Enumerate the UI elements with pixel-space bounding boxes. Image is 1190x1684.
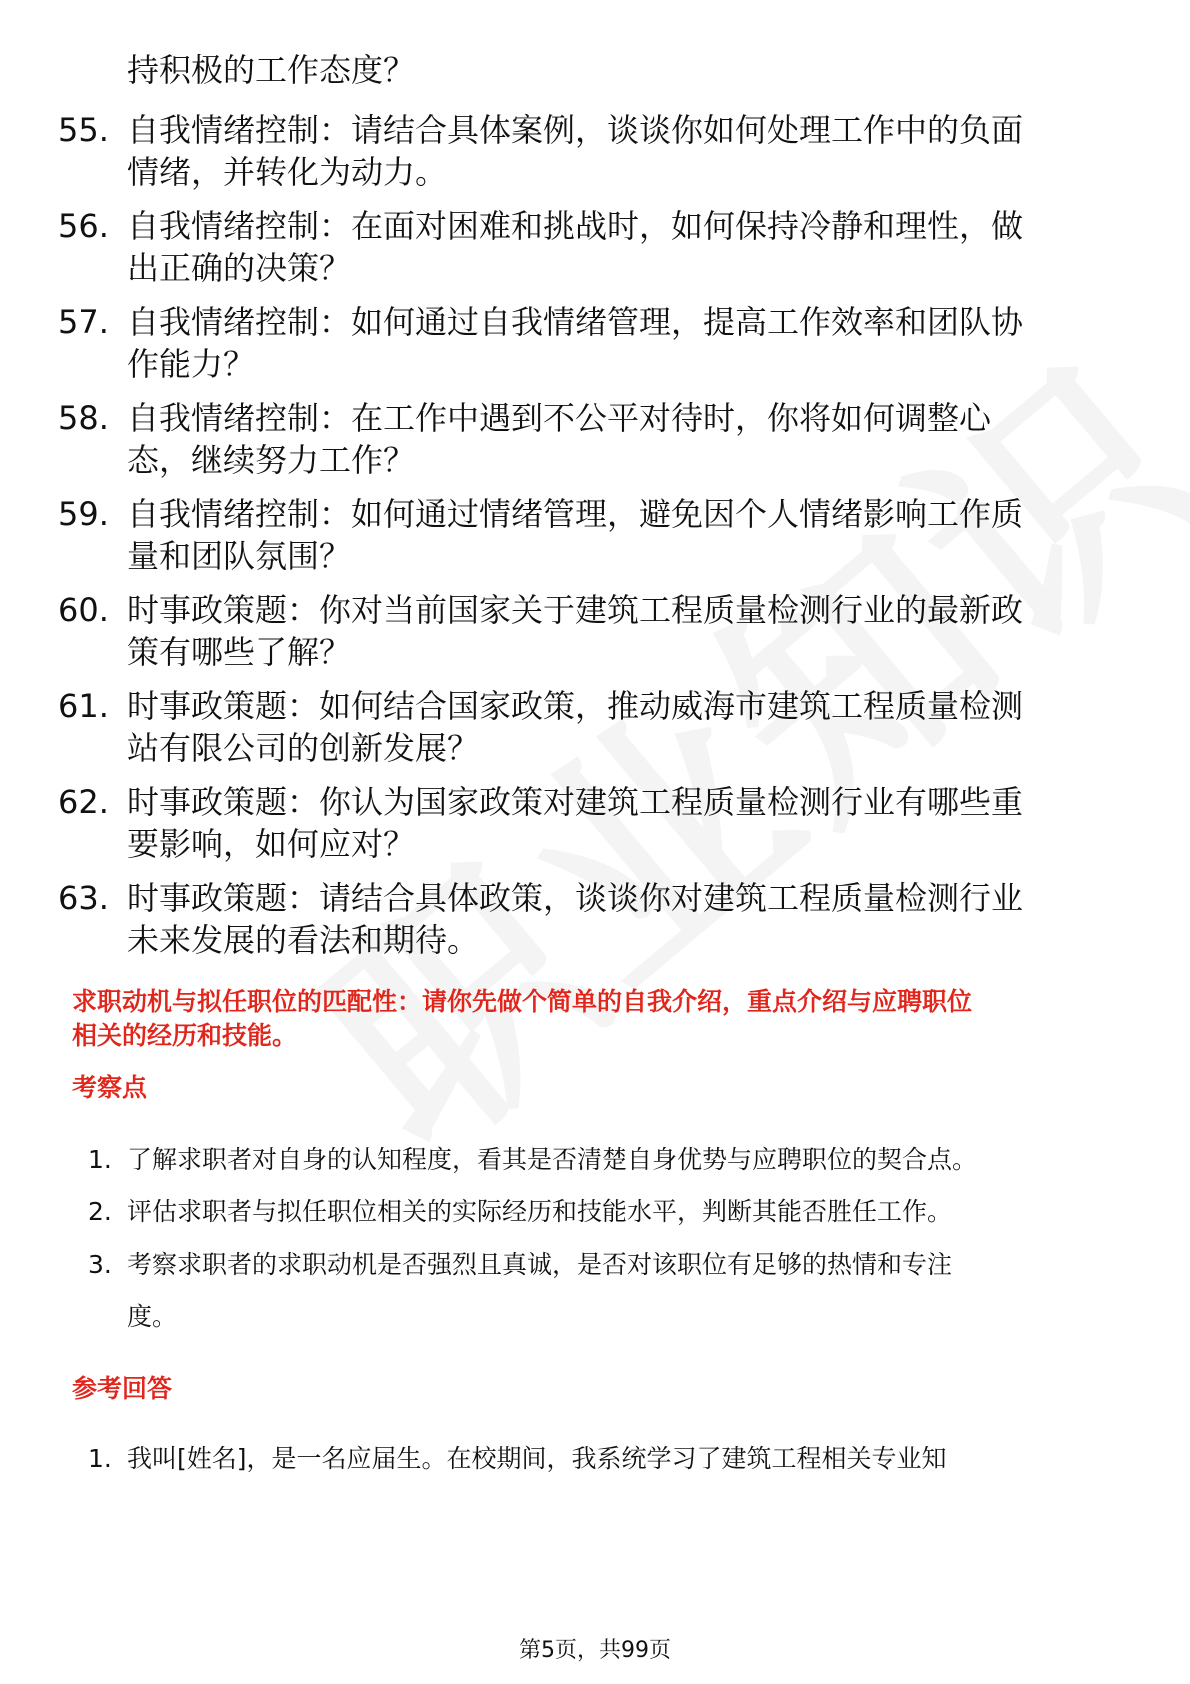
question-continuation: 持积极的工作态度？: [127, 51, 416, 89]
question-text-line: 时事政策题：如何结合国家政策，推动威海市建筑工程质量检测: [127, 687, 1024, 725]
question-number: 55.: [58, 111, 109, 149]
question-number: 63.: [58, 879, 109, 917]
question-item: [0, 108, 1190, 198]
question-number: 60.: [58, 591, 109, 629]
question-item: [0, 780, 1190, 870]
question-number: 59.: [58, 495, 109, 533]
question-text-line: 策有哪些了解？: [127, 633, 352, 671]
question-text-line: 时事政策题：你对当前国家关于建筑工程质量检测行业的最新政: [127, 591, 1024, 629]
question-number: 58.: [58, 399, 109, 437]
question-number: 62.: [58, 783, 109, 821]
question-text-line: 情绪，并转化为动力。: [127, 153, 448, 191]
question-number: 57.: [58, 303, 109, 341]
question-item: [0, 684, 1190, 774]
question-text-line: 自我情绪控制：在工作中遇到不公平对待时，你将如何调整心: [127, 399, 992, 437]
question-item: [0, 396, 1190, 486]
assessment-point-text: 了解求职者对自身的认知程度，看其是否清楚自身优势与应聘职位的契合点。: [127, 1145, 978, 1174]
assessment-point-number: 1.: [88, 1145, 112, 1174]
answer-text: 我叫[姓名]，是一名应届生。在校期间，我系统学习了建筑工程相关专业知: [127, 1444, 947, 1473]
question-number: 61.: [58, 687, 109, 725]
question-text-line: 自我情绪控制：请结合具体案例，谈谈你如何处理工作中的负面: [127, 111, 1024, 149]
featured-question-title: 求职动机与拟任职位的匹配性：请你先做个简单的自我介绍，重点介绍与应聘职位: [72, 987, 973, 1016]
assessment-points-heading: 考察点: [72, 1073, 148, 1102]
question-text-line: 未来发展的看法和期待。: [127, 921, 480, 959]
question-item: [0, 588, 1190, 678]
question-text-line: 出正确的决策？: [127, 249, 352, 287]
question-text-line: 作能力？: [127, 345, 256, 383]
question-item: [0, 876, 1190, 966]
question-item: [0, 204, 1190, 294]
page-footer: 第5页，共99页: [519, 1638, 671, 1663]
assessment-point-number: 3.: [88, 1250, 112, 1279]
assessment-point-text: 评估求职者与拟任职位相关的实际经历和技能水平，判断其能否胜任工作。: [127, 1197, 953, 1226]
question-text-line: 自我情绪控制：如何通过情绪管理，避免因个人情绪影响工作质: [127, 495, 1024, 533]
answer-number: 1.: [88, 1444, 112, 1473]
assessment-point-text: 度。: [127, 1302, 178, 1331]
assessment-point-number: 2.: [88, 1197, 112, 1226]
question-text-line: 时事政策题：请结合具体政策，谈谈你对建筑工程质量检测行业: [127, 879, 1024, 917]
featured-question-title: 相关的经历和技能。: [72, 1021, 298, 1050]
reference-answer-heading: 参考回答: [72, 1374, 173, 1403]
question-item: [0, 492, 1190, 582]
question-text-line: 自我情绪控制：在面对困难和挑战时，如何保持冷静和理性，做: [127, 207, 1024, 245]
assessment-point-text: 考察求职者的求职动机是否强烈且真诚，是否对该职位有足够的热情和专注: [127, 1250, 953, 1279]
question-text-line: 站有限公司的创新发展？: [127, 729, 480, 767]
question-item: [0, 300, 1190, 390]
question-text-line: 量和团队氛围？: [127, 537, 352, 575]
question-text-line: 态，继续努力工作？: [127, 441, 416, 479]
question-text-line: 要影响，如何应对？: [127, 825, 416, 863]
question-number: 56.: [58, 207, 109, 245]
question-text-line: 自我情绪控制：如何通过自我情绪管理，提高工作效率和团队协: [127, 303, 1024, 341]
question-text-line: 时事政策题：你认为国家政策对建筑工程质量检测行业有哪些重: [127, 783, 1024, 821]
